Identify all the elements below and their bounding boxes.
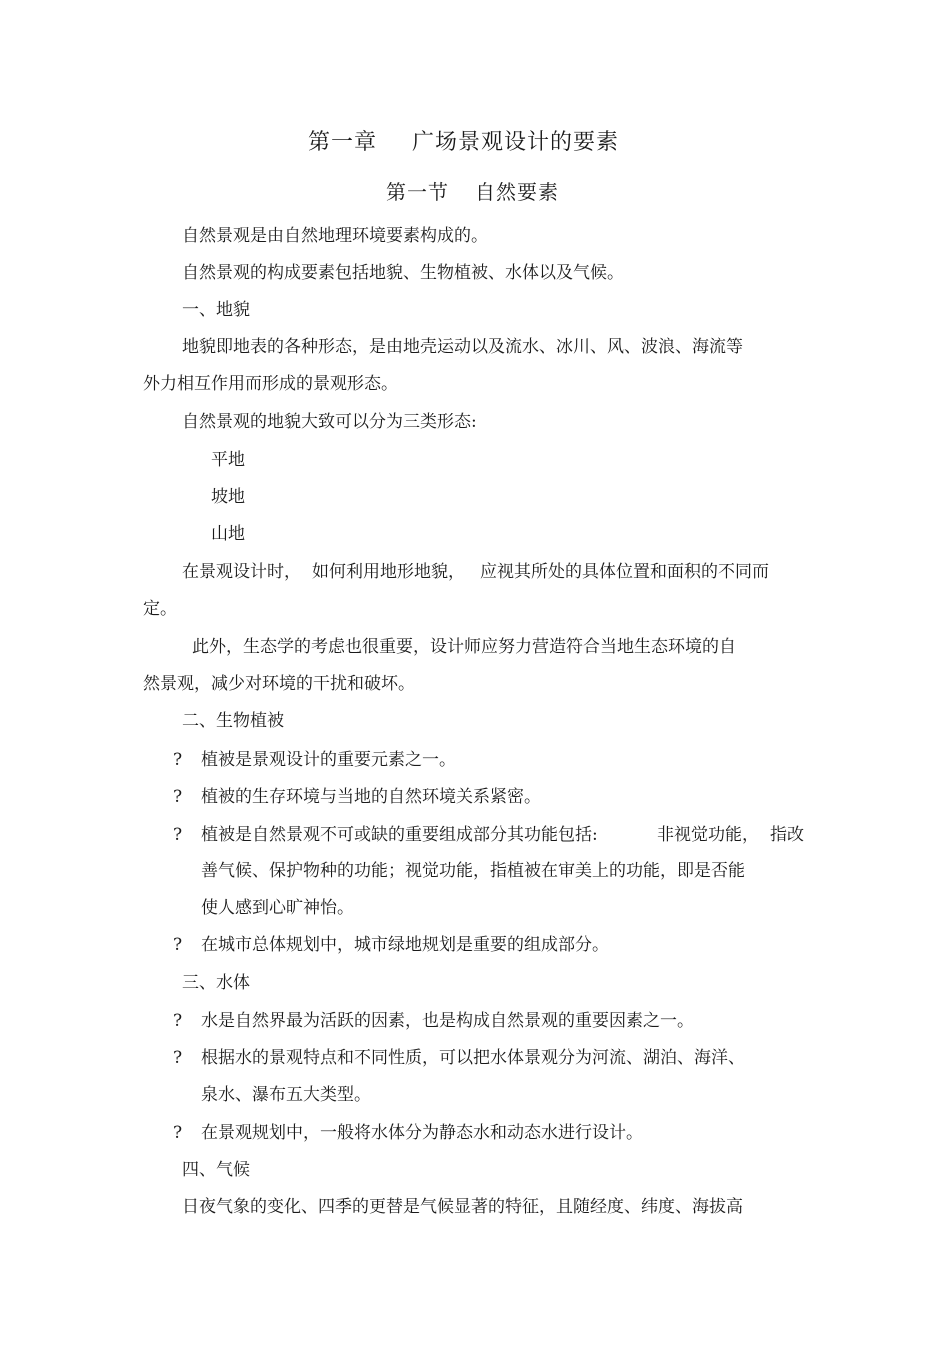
water-bullet-2-line1: 根据水的景观特点和不同性质，可以把水体景观分为河流、湖泊、海洋、	[201, 1048, 745, 1068]
water-bullet-3: 在景观规划中，一般将水体分为静态水和动态水进行设计。	[201, 1123, 643, 1143]
bullet-marker: ?	[173, 1048, 183, 1068]
water-bullet-1: 水是自然界最为活跃的因素，也是构成自然景观的重要因素之一。	[201, 1011, 694, 1031]
landform-type-slope: 坡地	[211, 487, 245, 507]
vegetation-heading: 二、生物植被	[182, 711, 284, 731]
vegetation-bullet-4: 在城市总体规划中，城市绿地规划是重要的组成部分。	[201, 935, 609, 955]
vegetation-bullet-3-part1: 植被是自然景观不可或缺的重要组成部分其功能包括:	[201, 825, 598, 845]
intro-line-1: 自然景观是由自然地理环境要素构成的。	[182, 226, 488, 246]
landform-para3-line2: 定。	[143, 599, 177, 619]
chapter-title: 广场景观设计的要素	[412, 130, 620, 155]
climate-heading: 四、气候	[182, 1160, 250, 1180]
section-title: 自然要素	[475, 180, 559, 204]
vegetation-bullet-3-line3: 使人感到心旷神怡。	[201, 898, 354, 918]
landform-para2: 自然景观的地貌大致可以分为三类形态:	[182, 412, 477, 432]
landform-para3-part2: 如何利用地形地貌，	[312, 562, 465, 582]
vegetation-bullet-3-part3: 指改	[770, 825, 804, 845]
landform-type-flat: 平地	[211, 450, 245, 470]
bullet-marker: ?	[173, 750, 183, 770]
landform-para1-line1: 地貌即地表的各种形态，是由地壳运动以及流水、冰川、风、波浪、海流等	[182, 337, 743, 357]
bullet-marker: ?	[173, 787, 183, 807]
landform-para4-line2: 然景观，减少对环境的干扰和破坏。	[143, 674, 415, 694]
section-number: 第一节	[386, 180, 449, 204]
bullet-marker: ?	[173, 1123, 183, 1143]
vegetation-bullet-3-part2: 非视觉功能，	[657, 825, 759, 845]
landform-para3-part1: 在景观设计时，	[182, 562, 301, 582]
intro-line-2: 自然景观的构成要素包括地貌、生物植被、水体以及气候。	[182, 263, 624, 283]
vegetation-bullet-2: 植被的生存环境与当地的自然环境关系紧密。	[201, 787, 541, 807]
landform-para4-line1: 此外，生态学的考虑也很重要，设计师应努力营造符合当地生态环境的自	[192, 637, 736, 657]
water-bullet-2-line2: 泉水、瀑布五大类型。	[201, 1085, 371, 1105]
climate-para1: 日夜气象的变化、四季的更替是气候显著的特征，且随经度、纬度、海拔高	[182, 1197, 743, 1217]
landform-para1-line2: 外力相互作用而形成的景观形态。	[143, 374, 398, 394]
bullet-marker: ?	[173, 825, 183, 845]
chapter-number: 第一章	[308, 130, 378, 155]
vegetation-bullet-1: 植被是景观设计的重要元素之一。	[201, 750, 456, 770]
landform-para3-part3: 应视其所处的具体位置和面积的不同而	[480, 562, 769, 582]
water-heading: 三、水体	[182, 973, 250, 993]
vegetation-bullet-3-line2: 善气候、保护物种的功能；视觉功能，指植被在审美上的功能，即是否能	[201, 861, 745, 881]
landform-type-mountain: 山地	[211, 524, 245, 544]
landform-heading: 一、地貌	[182, 300, 250, 320]
bullet-marker: ?	[173, 935, 183, 955]
bullet-marker: ?	[173, 1011, 183, 1031]
